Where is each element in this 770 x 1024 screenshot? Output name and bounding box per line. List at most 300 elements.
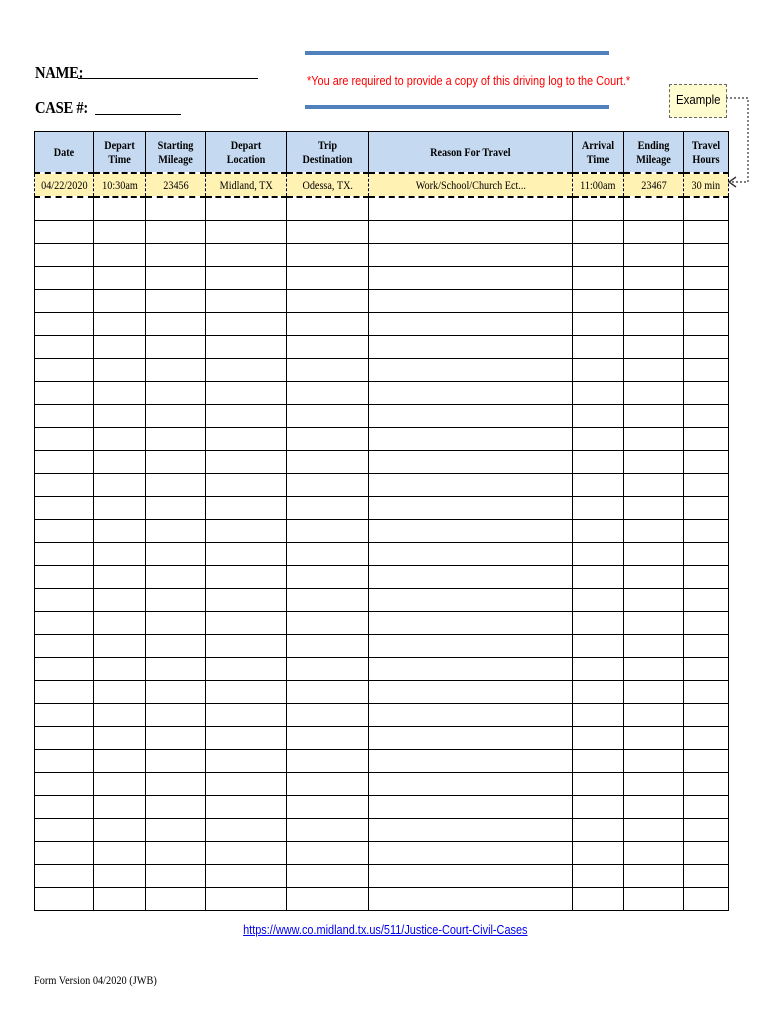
table-cell[interactable] (684, 612, 729, 635)
table-cell[interactable] (146, 428, 206, 451)
table-cell[interactable] (287, 313, 369, 336)
table-cell[interactable] (35, 267, 94, 290)
table-cell[interactable] (624, 428, 684, 451)
table-cell[interactable] (287, 382, 369, 405)
table-cell[interactable] (684, 658, 729, 681)
table-cell[interactable] (35, 244, 94, 267)
table-cell[interactable] (573, 267, 624, 290)
table-cell[interactable] (287, 750, 369, 773)
table-cell[interactable] (624, 842, 684, 865)
table-cell[interactable] (573, 244, 624, 267)
table-cell[interactable] (287, 336, 369, 359)
table-cell[interactable] (35, 474, 94, 497)
table-cell[interactable] (573, 405, 624, 428)
table-cell[interactable] (35, 796, 94, 819)
table-cell[interactable] (287, 290, 369, 313)
table-cell[interactable] (573, 612, 624, 635)
table-cell[interactable] (35, 336, 94, 359)
table-cell[interactable] (624, 727, 684, 750)
table-cell[interactable] (146, 221, 206, 244)
table-cell[interactable] (369, 865, 573, 888)
table-cell[interactable] (35, 382, 94, 405)
table-row (35, 865, 729, 888)
table-row (35, 197, 729, 221)
table-cell[interactable] (684, 589, 729, 612)
table-cell[interactable] (573, 428, 624, 451)
table-cell[interactable] (684, 290, 729, 313)
table-cell[interactable] (573, 819, 624, 842)
table-cell[interactable] (206, 520, 287, 543)
table-cell[interactable] (94, 796, 146, 819)
table-cell[interactable] (146, 888, 206, 911)
table-cell[interactable] (573, 888, 624, 911)
table-cell[interactable] (287, 612, 369, 635)
table-cell[interactable] (573, 520, 624, 543)
table-cell[interactable] (369, 497, 573, 520)
table-cell[interactable] (573, 566, 624, 589)
table-cell[interactable] (369, 681, 573, 704)
table-cell[interactable] (146, 267, 206, 290)
table-cell[interactable] (624, 221, 684, 244)
table-cell[interactable] (287, 221, 369, 244)
table-cell[interactable] (369, 221, 573, 244)
table-cell[interactable] (35, 543, 94, 566)
table-cell[interactable] (94, 819, 146, 842)
table-cell[interactable] (287, 658, 369, 681)
table-cell[interactable] (146, 313, 206, 336)
table-cell[interactable] (35, 727, 94, 750)
table-cell[interactable] (94, 773, 146, 796)
table-cell[interactable] (684, 313, 729, 336)
table-cell[interactable] (146, 819, 206, 842)
table-cell[interactable] (287, 497, 369, 520)
table-cell[interactable] (206, 681, 287, 704)
table-cell[interactable] (684, 474, 729, 497)
name-field[interactable] (78, 78, 258, 79)
table-row (35, 451, 729, 474)
table-cell[interactable] (146, 658, 206, 681)
table-cell[interactable] (206, 313, 287, 336)
table-cell[interactable] (146, 612, 206, 635)
table-cell[interactable] (35, 566, 94, 589)
table-cell[interactable] (206, 658, 287, 681)
table-cell[interactable] (146, 750, 206, 773)
table-cell[interactable] (287, 681, 369, 704)
table-cell[interactable] (573, 221, 624, 244)
table-cell[interactable] (94, 635, 146, 658)
table-cell[interactable] (624, 589, 684, 612)
table-cell[interactable] (206, 819, 287, 842)
table-cell[interactable] (624, 704, 684, 727)
table-cell[interactable] (206, 888, 287, 911)
example-reason-cell: Work/School/Church Ect... (369, 173, 573, 197)
table-cell[interactable] (94, 727, 146, 750)
table-cell[interactable] (146, 336, 206, 359)
table-cell[interactable] (94, 497, 146, 520)
table-cell[interactable] (94, 543, 146, 566)
table-cell[interactable] (94, 290, 146, 313)
table-cell[interactable] (35, 612, 94, 635)
table-cell[interactable] (369, 773, 573, 796)
table-cell[interactable] (287, 267, 369, 290)
table-cell[interactable] (146, 405, 206, 428)
table-cell[interactable] (146, 197, 206, 221)
table-cell[interactable] (369, 612, 573, 635)
table-cell[interactable] (35, 750, 94, 773)
table-cell[interactable] (287, 589, 369, 612)
table-cell[interactable] (146, 635, 206, 658)
table-cell[interactable] (573, 313, 624, 336)
table-cell[interactable] (94, 842, 146, 865)
table-cell[interactable] (206, 589, 287, 612)
table-cell[interactable] (206, 428, 287, 451)
table-cell[interactable] (287, 727, 369, 750)
table-cell[interactable] (573, 704, 624, 727)
table-cell[interactable] (684, 888, 729, 911)
table-cell[interactable] (146, 382, 206, 405)
table-cell[interactable] (206, 405, 287, 428)
table-cell[interactable] (684, 221, 729, 244)
table-cell[interactable] (684, 704, 729, 727)
table-cell[interactable] (684, 773, 729, 796)
table-cell[interactable] (684, 520, 729, 543)
table-cell[interactable] (573, 750, 624, 773)
table-cell[interactable] (287, 704, 369, 727)
table-cell[interactable] (369, 428, 573, 451)
table-cell[interactable] (624, 566, 684, 589)
table-cell[interactable] (684, 796, 729, 819)
table-cell[interactable] (684, 635, 729, 658)
table-cell[interactable] (94, 681, 146, 704)
table-cell[interactable] (684, 819, 729, 842)
table-cell[interactable] (684, 267, 729, 290)
table-cell[interactable] (146, 796, 206, 819)
table-row (35, 474, 729, 497)
table-cell[interactable] (684, 451, 729, 474)
table-cell[interactable] (573, 359, 624, 382)
table-cell[interactable] (35, 520, 94, 543)
table-cell[interactable] (573, 290, 624, 313)
example-arrow-icon (725, 95, 755, 190)
table-cell[interactable] (206, 566, 287, 589)
table-cell[interactable] (146, 773, 206, 796)
table-cell[interactable] (369, 382, 573, 405)
table-row (35, 428, 729, 451)
table-cell[interactable] (206, 336, 287, 359)
table-cell[interactable] (35, 888, 94, 911)
table-cell[interactable] (684, 336, 729, 359)
table-cell[interactable] (206, 474, 287, 497)
table-cell[interactable] (146, 520, 206, 543)
table-cell[interactable] (684, 428, 729, 451)
table-cell[interactable] (35, 635, 94, 658)
table-cell[interactable] (624, 474, 684, 497)
table-cell[interactable] (146, 589, 206, 612)
table-cell[interactable] (35, 773, 94, 796)
table-cell[interactable] (573, 842, 624, 865)
table-cell[interactable] (287, 405, 369, 428)
table-cell[interactable] (573, 865, 624, 888)
table-row (35, 336, 729, 359)
table-cell[interactable] (146, 865, 206, 888)
table-cell[interactable] (287, 842, 369, 865)
table-cell[interactable] (573, 773, 624, 796)
table-cell[interactable] (369, 727, 573, 750)
table-cell[interactable] (94, 428, 146, 451)
table-row (35, 796, 729, 819)
table-cell[interactable] (624, 244, 684, 267)
example-date-cell: 04/22/2020 (35, 173, 94, 197)
table-cell[interactable] (684, 727, 729, 750)
table-cell[interactable] (35, 704, 94, 727)
example-depart-location-cell: Midland, TX (206, 173, 287, 197)
table-cell[interactable] (573, 382, 624, 405)
table-cell[interactable] (287, 474, 369, 497)
table-cell[interactable] (94, 451, 146, 474)
table-row (35, 773, 729, 796)
table-cell[interactable] (206, 382, 287, 405)
table-cell[interactable] (146, 681, 206, 704)
table-cell[interactable] (206, 865, 287, 888)
table-cell[interactable] (624, 359, 684, 382)
table-cell[interactable] (369, 359, 573, 382)
table-cell[interactable] (35, 497, 94, 520)
table-cell[interactable] (287, 359, 369, 382)
table-cell[interactable] (287, 451, 369, 474)
table-cell[interactable] (684, 359, 729, 382)
table-cell[interactable] (94, 313, 146, 336)
table-cell[interactable] (146, 566, 206, 589)
table-cell[interactable] (206, 635, 287, 658)
table-cell[interactable] (369, 589, 573, 612)
table-cell[interactable] (624, 773, 684, 796)
table-cell[interactable] (206, 497, 287, 520)
table-cell[interactable] (35, 819, 94, 842)
table-cell[interactable] (287, 819, 369, 842)
table-cell[interactable] (624, 681, 684, 704)
table-cell[interactable] (573, 681, 624, 704)
table-cell[interactable] (624, 612, 684, 635)
table-cell[interactable] (684, 197, 729, 221)
table-cell[interactable] (624, 451, 684, 474)
table-cell[interactable] (146, 474, 206, 497)
table-cell[interactable] (369, 313, 573, 336)
table-cell[interactable] (206, 359, 287, 382)
table-cell[interactable] (35, 405, 94, 428)
table-cell[interactable] (624, 497, 684, 520)
table-cell[interactable] (287, 773, 369, 796)
table-cell[interactable] (573, 658, 624, 681)
table-cell[interactable] (573, 635, 624, 658)
table-cell[interactable] (369, 819, 573, 842)
table-cell[interactable] (573, 336, 624, 359)
table-cell[interactable] (206, 267, 287, 290)
table-cell[interactable] (684, 497, 729, 520)
table-cell[interactable] (35, 221, 94, 244)
table-cell[interactable] (146, 842, 206, 865)
table-cell[interactable] (369, 750, 573, 773)
table-cell[interactable] (206, 197, 287, 221)
table-cell[interactable] (287, 428, 369, 451)
table-cell[interactable] (94, 405, 146, 428)
table-cell[interactable] (624, 888, 684, 911)
table-cell[interactable] (94, 474, 146, 497)
table-cell[interactable] (573, 589, 624, 612)
table-cell[interactable] (35, 865, 94, 888)
table-cell[interactable] (146, 290, 206, 313)
table-cell[interactable] (369, 336, 573, 359)
column-header-depart-location: Depart Location (206, 132, 287, 174)
table-cell[interactable] (206, 773, 287, 796)
table-cell[interactable] (684, 750, 729, 773)
table-cell[interactable] (624, 382, 684, 405)
table-cell[interactable] (206, 704, 287, 727)
table-cell[interactable] (624, 750, 684, 773)
table-cell[interactable] (94, 888, 146, 911)
table-cell[interactable] (369, 474, 573, 497)
table-cell[interactable] (94, 566, 146, 589)
table-cell[interactable] (287, 865, 369, 888)
table-cell[interactable] (369, 290, 573, 313)
table-cell[interactable] (624, 543, 684, 566)
table-cell[interactable] (287, 888, 369, 911)
table-cell[interactable] (94, 244, 146, 267)
example-travel-hours-cell: 30 min (684, 173, 729, 197)
table-cell[interactable] (287, 566, 369, 589)
table-cell[interactable] (573, 497, 624, 520)
table-cell[interactable] (35, 428, 94, 451)
table-cell[interactable] (573, 543, 624, 566)
table-cell[interactable] (287, 197, 369, 221)
table-cell[interactable] (206, 612, 287, 635)
table-cell[interactable] (369, 658, 573, 681)
table-cell[interactable] (369, 405, 573, 428)
table-cell[interactable] (35, 589, 94, 612)
table-cell[interactable] (206, 244, 287, 267)
link-container (0, 921, 770, 939)
table-cell[interactable] (287, 635, 369, 658)
table-cell[interactable] (369, 842, 573, 865)
table-cell[interactable] (35, 681, 94, 704)
table-cell[interactable] (146, 727, 206, 750)
table-cell[interactable] (35, 290, 94, 313)
table-cell[interactable] (624, 336, 684, 359)
table-cell[interactable] (684, 244, 729, 267)
table-cell[interactable] (146, 497, 206, 520)
table-cell[interactable] (287, 796, 369, 819)
table-cell[interactable] (94, 865, 146, 888)
table-cell[interactable] (206, 221, 287, 244)
table-cell[interactable] (684, 543, 729, 566)
table-cell[interactable] (573, 474, 624, 497)
court-website-link[interactable]: https://www.co.midland.tx.us/511/Justice-Court-Civil-Cases (242, 922, 528, 937)
table-cell[interactable] (94, 267, 146, 290)
table-cell[interactable] (369, 704, 573, 727)
table-cell[interactable] (624, 635, 684, 658)
table-cell[interactable] (94, 612, 146, 635)
table-cell[interactable] (369, 566, 573, 589)
table-cell[interactable] (684, 382, 729, 405)
table-cell[interactable] (206, 727, 287, 750)
table-cell[interactable] (573, 796, 624, 819)
table-cell[interactable] (624, 658, 684, 681)
table-cell[interactable] (35, 197, 94, 221)
table-row (35, 727, 729, 750)
table-cell[interactable] (94, 197, 146, 221)
table-cell[interactable] (206, 543, 287, 566)
table-cell[interactable] (94, 359, 146, 382)
table-cell[interactable] (35, 658, 94, 681)
table-cell[interactable] (287, 520, 369, 543)
table-cell[interactable] (206, 451, 287, 474)
table-cell[interactable] (624, 197, 684, 221)
table-cell[interactable] (146, 543, 206, 566)
table-cell[interactable] (287, 543, 369, 566)
table-cell[interactable] (94, 704, 146, 727)
table-cell[interactable] (573, 451, 624, 474)
table-cell[interactable] (684, 865, 729, 888)
table-cell[interactable] (369, 197, 573, 221)
table-cell[interactable] (35, 842, 94, 865)
table-cell[interactable] (369, 520, 573, 543)
table-cell[interactable] (94, 658, 146, 681)
table-cell[interactable] (369, 451, 573, 474)
table-cell[interactable] (624, 796, 684, 819)
table-cell[interactable] (94, 520, 146, 543)
table-cell[interactable] (369, 244, 573, 267)
table-cell[interactable] (684, 566, 729, 589)
table-cell[interactable] (146, 704, 206, 727)
table-cell[interactable] (94, 382, 146, 405)
table-cell[interactable] (624, 267, 684, 290)
table-cell[interactable] (624, 290, 684, 313)
table-cell[interactable] (94, 336, 146, 359)
table-cell[interactable] (146, 359, 206, 382)
table-cell[interactable] (94, 589, 146, 612)
table-cell[interactable] (624, 819, 684, 842)
table-cell[interactable] (146, 244, 206, 267)
table-cell[interactable] (624, 313, 684, 336)
table-cell[interactable] (624, 865, 684, 888)
table-cell[interactable] (684, 681, 729, 704)
table-cell[interactable] (624, 405, 684, 428)
table-cell[interactable] (94, 221, 146, 244)
table-cell[interactable] (206, 290, 287, 313)
table-cell[interactable] (369, 796, 573, 819)
case-number-field[interactable] (95, 114, 181, 115)
table-cell[interactable] (684, 405, 729, 428)
table-cell[interactable] (146, 451, 206, 474)
table-row (35, 497, 729, 520)
table-cell[interactable] (369, 635, 573, 658)
table-cell[interactable] (287, 244, 369, 267)
table-cell[interactable] (35, 313, 94, 336)
table-cell[interactable] (573, 197, 624, 221)
table-cell[interactable] (206, 796, 287, 819)
table-row (35, 589, 729, 612)
table-cell[interactable] (624, 520, 684, 543)
table-cell[interactable] (206, 750, 287, 773)
table-cell[interactable] (369, 543, 573, 566)
table-cell[interactable] (684, 842, 729, 865)
table-cell[interactable] (206, 842, 287, 865)
table-cell[interactable] (573, 727, 624, 750)
table-cell[interactable] (35, 451, 94, 474)
table-cell[interactable] (35, 359, 94, 382)
table-cell[interactable] (369, 267, 573, 290)
table-cell[interactable] (94, 750, 146, 773)
table-cell[interactable] (369, 888, 573, 911)
